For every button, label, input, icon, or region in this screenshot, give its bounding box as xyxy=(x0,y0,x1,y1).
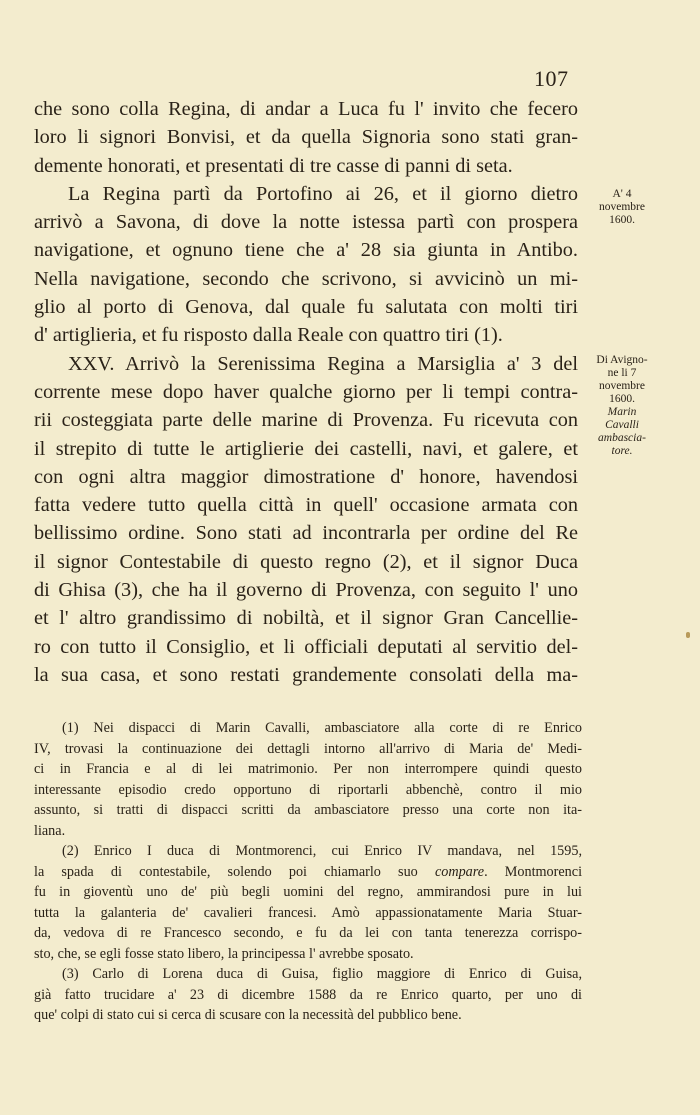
text-line: La Regina partì da Portofino ai 26, et il giorno dietro xyxy=(68,182,578,205)
footnote-line: (3) Carlo di Lorena duca di Guisa, figlio maggiore di Enrico di Guisa, xyxy=(62,966,582,982)
margin-note-line: 1600. xyxy=(609,214,635,226)
footnote-line: da, vedova di re Francesco secondo, e fu da lei con tanta tenerezza corrispo- xyxy=(34,925,582,941)
footnote-line: liana. xyxy=(34,822,66,839)
text-line: ro con tutto il Consiglio, et li officiali deputati al servitio del- xyxy=(34,635,578,658)
footnote-line: fu in gioventù uno de' più begli uomini del regno, ammirandosi pure in lui xyxy=(34,884,582,900)
text-line: che sono colla Regina, di andar a Luca fu l' invito che fecero xyxy=(34,98,578,120)
text-line: di Ghisa (3), che ha il governo di Provenza, con seguito l' uno xyxy=(34,579,578,602)
text-line: rii costeggiata parte delle marine di Provenza. Fu ricevuta con xyxy=(34,409,578,432)
text-line: demente honorati, et presentati di tre casse di panni di seta. xyxy=(34,154,513,177)
text-line: corrente mese dopo haver qualche giorno per li tempi contra- xyxy=(34,380,578,403)
text-line: bellissimo ordine. Sono stati ad incontrarla per ordine del Re xyxy=(34,522,578,545)
footnote-line: ci in Francia e al di lei matrimonio. Per non interrompere quindi questo xyxy=(34,761,582,777)
text-line: il strepito di tutte le artiglierie dei castelli, navi, et galere, et xyxy=(34,437,578,460)
margin-note-line: ne li 7 xyxy=(607,367,637,379)
footnote-line: (1) Nei dispacci di Marin Cavalli, ambasciatore alla corte di re Enrico xyxy=(62,720,582,736)
footnote-line xyxy=(34,862,582,883)
footnotes xyxy=(34,718,582,1026)
footnote-text: la spada di contestabile, solendo poi chiamarlo suo xyxy=(34,863,435,880)
margin-note-line: 1600. xyxy=(609,393,635,405)
text-line: il signor Contestabile di questo regno (2), et il signor Duca xyxy=(34,550,578,573)
text-line: d' artiglieria, et fu risposto dalla Reale con quattro tiri (1). xyxy=(34,324,503,347)
footnote-line: già fatto trucidare a' 23 di dicembre 1588 da re Enrico quarto, per uno di xyxy=(34,986,582,1003)
margin-note-line: ambascia- xyxy=(598,432,646,444)
footnote-line: (2) Enrico I duca di Montmorenci, cui Enrico IV mandava, nel 1595, xyxy=(62,843,582,859)
text-line: et l' altro grandissimo di nobiltà, et il signor Gran Cancellie- xyxy=(34,607,578,630)
footnote-line: IV, trovasi la continuazione dei dettagli intorno all'arrivo di Maria de' Medi- xyxy=(34,740,582,757)
margin-note-date xyxy=(584,188,660,227)
footnote-2 xyxy=(34,841,582,964)
margin-note-line: novembre xyxy=(599,380,645,392)
paper-speck xyxy=(686,632,690,638)
margin-note-line: Cavalli xyxy=(605,419,639,431)
footnote-line: interessante episodio credo opportuno di riportarli abbenchè, contro il mio xyxy=(34,781,582,798)
footnote-text: . Montmorenci xyxy=(484,863,582,880)
text-line: glio al porto di Genova, dal quale fu salutata con molti tiri xyxy=(34,296,578,319)
text-line: fatta vedere tutto quella città in quell' occasione armata con xyxy=(34,494,578,517)
footnote-3 xyxy=(34,964,582,1026)
main-text xyxy=(34,95,578,689)
page-number: 107 xyxy=(534,66,569,91)
footnote-italic-word: compare xyxy=(434,863,485,880)
footnote-line: tutta la galanteria de' cavalieri francesi. Amò appassionatamente Maria Stuar- xyxy=(34,904,582,921)
text-line: la sua casa, et sono restati grandemente consolati della ma- xyxy=(34,663,578,686)
footnote-1 xyxy=(34,718,582,841)
footnote-line: sto, che, se egli fosse stato libero, la principessa l' avrebbe sposato. xyxy=(34,945,414,962)
text-line: navigatione, et ognuno tiene che a' 28 sia giunta in Antibo. xyxy=(34,239,578,262)
margin-note-line: tore. xyxy=(611,445,633,457)
margin-note-line: A' 4 xyxy=(612,188,632,200)
footnote-line: que' colpi di stato cui si cerca di scusare con la necessità del pubblico bene. xyxy=(34,1007,462,1023)
text-line: con ogni altra maggior dimostratione d' honore, havendosi xyxy=(34,465,578,488)
text-line: Nella navigatione, secondo che scrivono, si avvicinò un mi- xyxy=(34,267,578,290)
margin-note-line: Marin xyxy=(607,406,637,418)
margin-note-line: novembre xyxy=(599,201,645,213)
text-line: XXV. Arrivò la Serenissima Regina a Marsiglia a' 3 del xyxy=(68,352,578,375)
margin-note-dispatch xyxy=(584,354,660,458)
footnote-line: assunto, si tratti di dispacci scritti da ambasciatore presso una corte non ita- xyxy=(34,802,582,818)
text-line: loro li signori Bonvisi, et da quella Signoria sono stati gran- xyxy=(34,126,578,149)
text-line: arrivò a Savona, di dove la notte istessa partì con prospera xyxy=(34,211,578,234)
margin-note-line: Di Avigno- xyxy=(596,354,648,366)
